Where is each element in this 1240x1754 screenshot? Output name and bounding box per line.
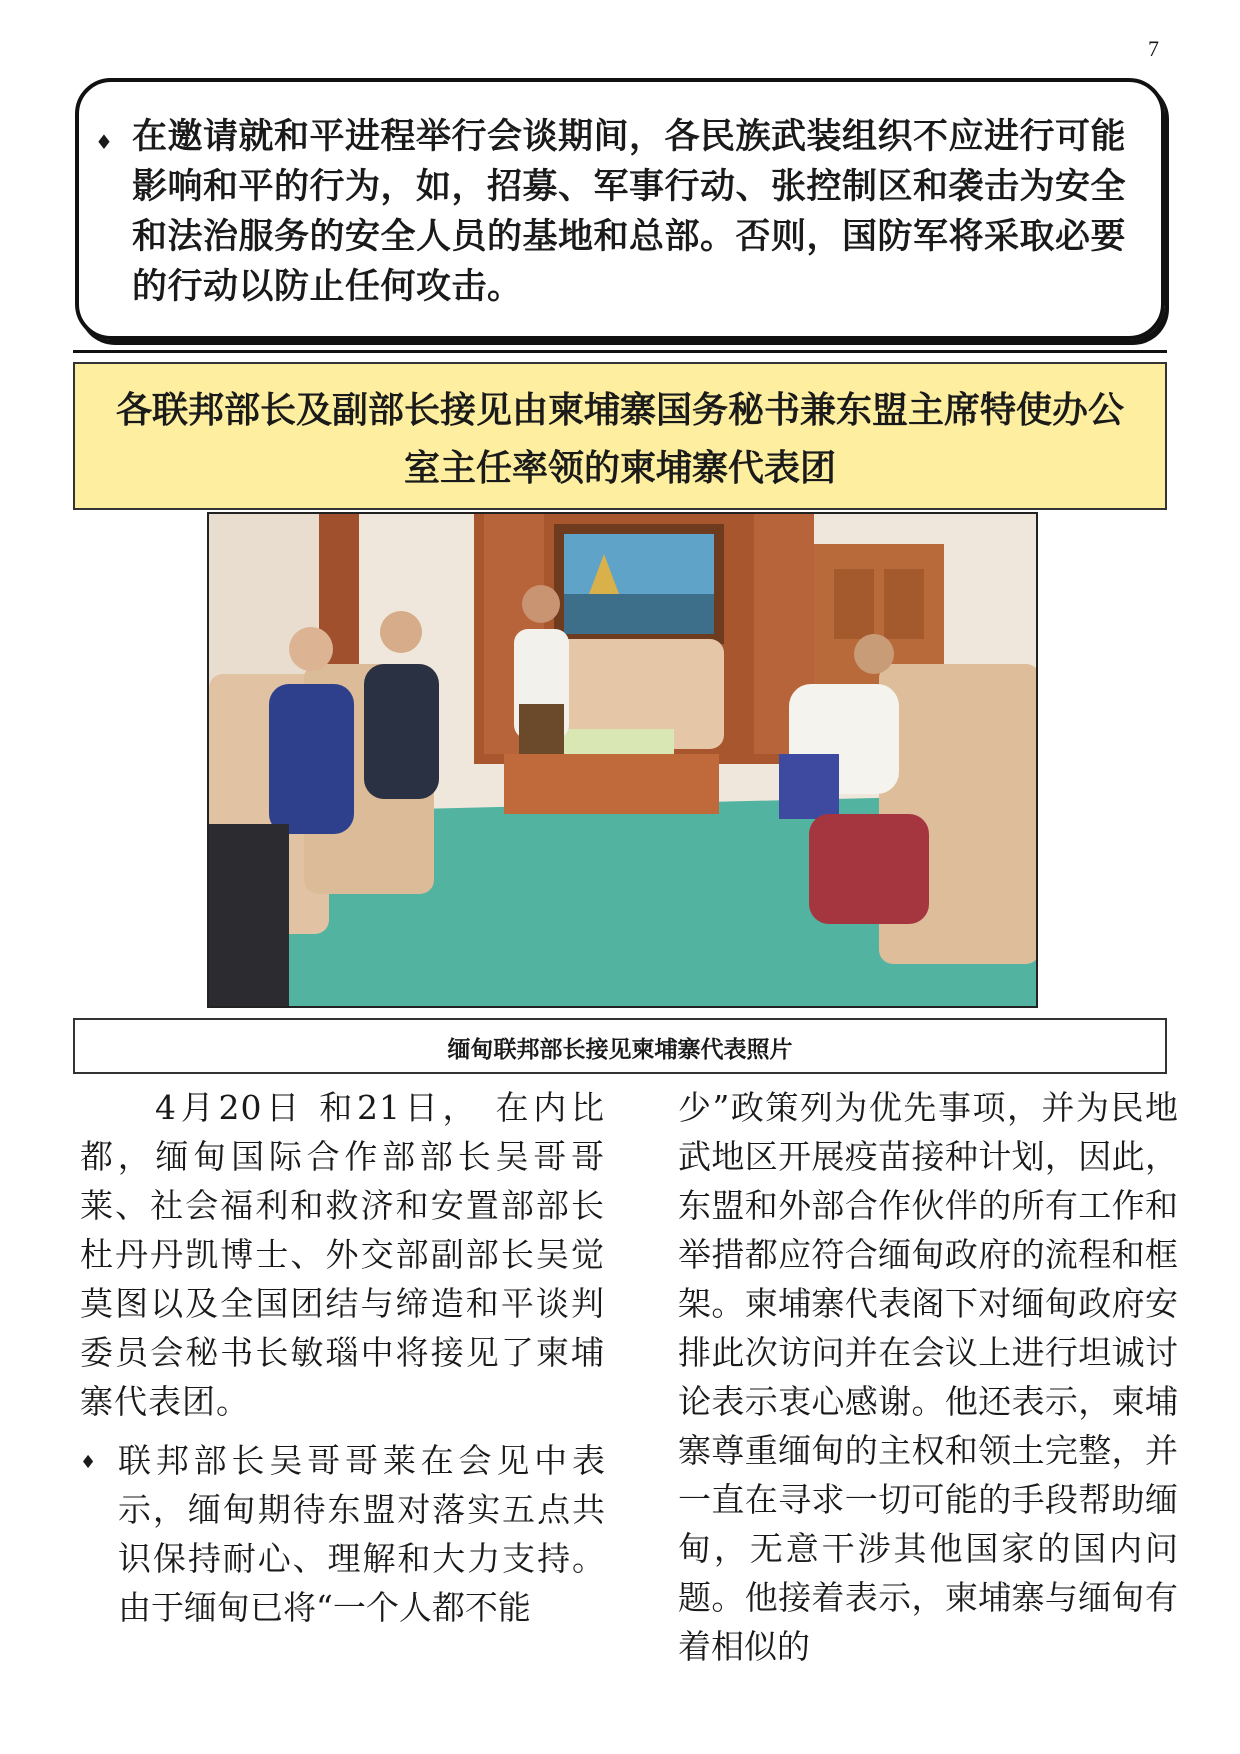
article-paragraph-2: 少”政策列为优先事项，并为民地武地区开展疫苗接种计划，因此，东盟和外部合作伙伴的所有工作和举措都应符合缅甸政府的流程和框架。柬埔寨代表阁下对缅甸政府安排此次访问并在会议上进行坦诚讨论表示衷心感谢。他还表示，柬埔寨尊重缅甸的主权和领土完整，并一直在寻求一切可能的手段帮助缅甸，无意干涉其他国家的国内问题。他接着表示，柬埔寨与缅甸有着相似的: [678, 1088, 1178, 1666]
article-left-column: [80, 1083, 605, 1632]
section-divider: [73, 350, 1167, 353]
article-right-column: [678, 1083, 1178, 1671]
meeting-photo: [207, 512, 1038, 1008]
bullet-icon: ♦: [80, 1452, 97, 1473]
article-paragraph-1: 4月20日 和21日， 在内比都，缅甸国际合作部部长吴哥哥莱、社会福利和救济和安置部部长杜丹丹凯博士、外交部副部长吴觉莫图以及全国团结与缔造和平谈判委员会秘书长敏瑙中将接见了柬埔寨代表团。: [80, 1088, 605, 1421]
headline-line-1: 各联邦部长及副部长接见由柬埔寨国务秘书兼东盟主席特使办公: [115, 390, 1124, 431]
page-number: 7: [1148, 36, 1159, 61]
article-bullet-item: [80, 1436, 605, 1632]
photo-caption: 缅甸联邦部长接见柬埔寨代表照片: [447, 1037, 793, 1063]
notice-text: 在邀请就和平进程举行会谈期间，各民族武装组织不应进行可能影响和平的行为，如，招募、军事行动、张控制区和袭击为安全和法治服务的安全人员的基地和总部。否则，国防军将采取必要的行动以防止任何攻击。: [132, 117, 1127, 307]
meeting-photo-illustration: [209, 514, 1038, 1008]
bullet-icon: ♦: [95, 130, 113, 154]
headline-line-2: 室主任率领的柬埔寨代表团: [403, 448, 836, 489]
headline: [80, 382, 1160, 498]
article-bullet-text: 联邦部长吴哥哥莱在会见中表示，缅甸期待东盟对落实五点共识保持耐心、理解和大力支持。由于缅甸已将“一个人都不能: [118, 1441, 605, 1627]
